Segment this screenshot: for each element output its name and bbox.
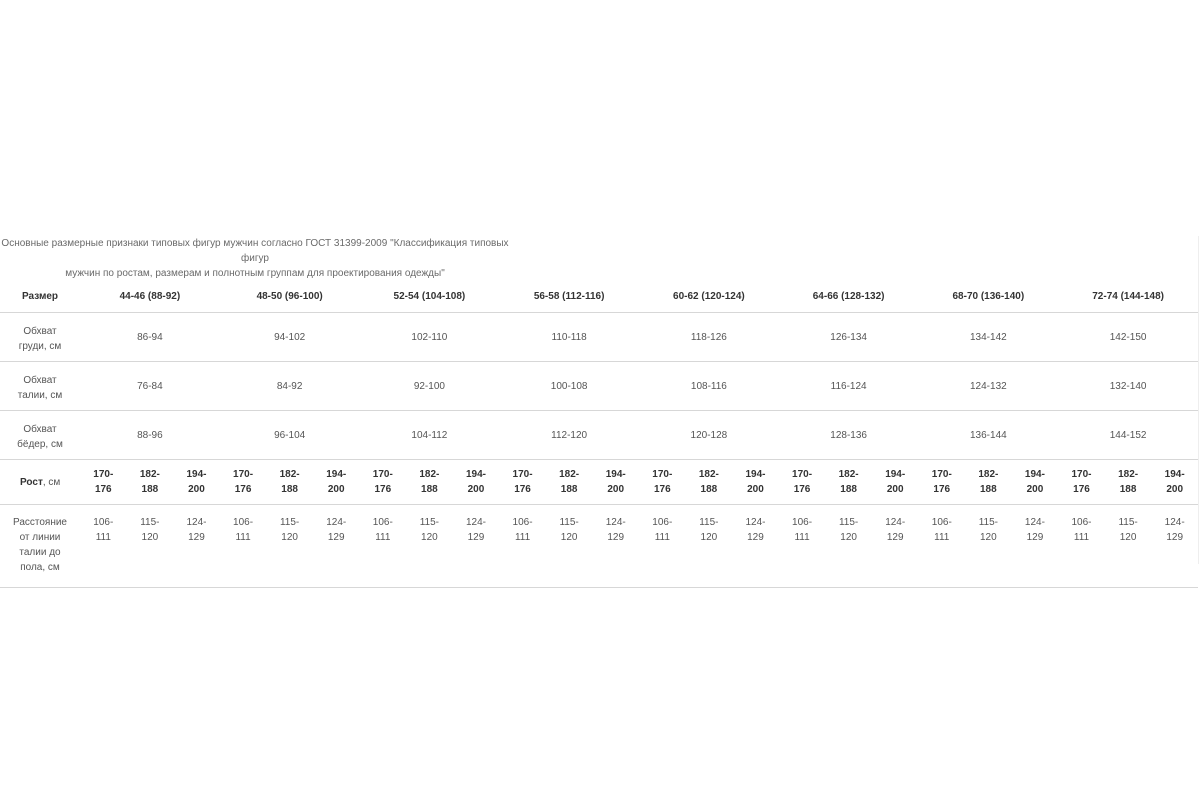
height-cell-top: 170-: [931, 469, 952, 480]
waist-to-floor-cell-bottom: 120: [421, 532, 438, 543]
table-cell: 136-144: [918, 411, 1058, 460]
row-label-line: Расстояние: [12, 517, 67, 528]
waist-to-floor-cell: [1012, 505, 1059, 588]
row-label-line: пола, см: [20, 562, 60, 573]
waist-to-floor-cell: [918, 505, 965, 588]
waist-to-floor-cell-top: 106-: [792, 517, 813, 528]
waist-to-floor-cell-bottom: 120: [141, 532, 159, 543]
height-cell-bottom: 176: [234, 484, 252, 495]
waist-to-floor-cell-top: 124-: [605, 517, 626, 528]
waist-to-floor-cell-top: 115-: [279, 517, 300, 528]
waist-to-floor-cell-bottom: 129: [747, 532, 764, 543]
waist-to-floor-cell: [360, 505, 407, 588]
table-cell: 120-128: [639, 411, 779, 460]
waist-to-floor-cell: [686, 505, 733, 588]
waist-to-floor-cell-bottom: 129: [607, 532, 625, 543]
waist-to-floor-cell-top: 115-: [838, 517, 859, 528]
table-cell: 100-108: [499, 362, 639, 411]
height-cell: [453, 460, 500, 505]
waist-to-floor-cell: [779, 505, 826, 588]
height-cell-top: 182-: [559, 469, 580, 480]
height-cell: [406, 460, 453, 505]
waist-to-floor-cell-top: 115-: [140, 517, 160, 528]
waist-to-floor-cell-top: 124-: [465, 517, 486, 528]
waist-to-floor-cell-top: 115-: [1118, 517, 1138, 528]
caption-line-2: мужчин по ростам, размерам и полнотным группам для проектирования одежды": [65, 268, 445, 279]
table-caption: [0, 236, 510, 281]
waist-to-floor-cell: [453, 505, 500, 588]
height-label-unit: , см: [42, 476, 61, 488]
waist-to-floor-cell: [80, 505, 127, 588]
waist-to-floor-cell-bottom: 111: [1073, 532, 1090, 543]
height-cell: [173, 460, 220, 505]
height-cell: [872, 460, 919, 505]
row-label: [0, 313, 80, 362]
row-label: [0, 411, 80, 460]
table-cell: 142-150: [1058, 313, 1198, 362]
waist-to-floor-cell-bottom: 111: [375, 532, 391, 543]
waist-to-floor-cell: [173, 505, 220, 588]
height-cell-bottom: 188: [141, 484, 159, 495]
table-cell: 104-112: [360, 411, 500, 460]
waist-to-floor-cell: [406, 505, 453, 588]
waist-to-floor-cell-bottom: 120: [560, 532, 578, 543]
table-cell: 128-136: [779, 411, 919, 460]
table-cell: 96-104: [220, 411, 360, 460]
table-cell: 126-134: [779, 313, 919, 362]
height-cell-top: 182-: [1118, 469, 1139, 480]
table-cell: 134-142: [918, 313, 1058, 362]
waist-to-floor-cell: [1105, 505, 1152, 588]
waist-to-floor-cell-top: 115-: [419, 517, 440, 528]
waist-to-floor-cell: [732, 505, 779, 588]
waist-to-floor-cell: [127, 505, 174, 588]
height-cell-top: 194-: [745, 469, 766, 480]
row-label-line: талии до: [19, 547, 61, 558]
waist-to-floor-cell: [546, 505, 593, 588]
height-cell-bottom: 188: [980, 484, 997, 495]
waist-to-floor-cell-bottom: 129: [467, 532, 485, 543]
table-cell: 76-84: [80, 362, 220, 411]
height-cell-top: 170-: [93, 469, 114, 480]
height-cell: [779, 460, 826, 505]
height-row: [0, 460, 1198, 505]
height-cell-top: 182-: [698, 469, 719, 480]
table-cell: 144-152: [1058, 411, 1198, 460]
height-cell-bottom: 200: [1166, 484, 1184, 495]
height-cell-bottom: 200: [747, 484, 764, 495]
height-cell-top: 170-: [233, 469, 254, 480]
height-cell-bottom: 188: [560, 484, 578, 495]
row-label: [0, 362, 80, 411]
height-cell-top: 182-: [139, 469, 160, 480]
row-label-line: бёдер, см: [17, 439, 63, 450]
height-cell: [732, 460, 779, 505]
height-cell: [918, 460, 965, 505]
height-cell-bottom: 188: [840, 484, 857, 495]
waist-to-floor-cell-top: 124-: [326, 517, 347, 528]
height-cell-top: 182-: [978, 469, 999, 480]
waist-to-floor-cell-top: 124-: [1024, 517, 1045, 528]
height-cell-top: 194-: [605, 469, 626, 480]
table-cell: 132-140: [1058, 362, 1198, 411]
waist-to-floor-cell-bottom: 129: [327, 532, 345, 543]
height-cell: [965, 460, 1012, 505]
waist-to-floor-cell: [499, 505, 546, 588]
height-cell-bottom: 188: [421, 484, 438, 495]
height-cell-top: 194-: [186, 469, 207, 480]
waist-to-floor-cell-top: 106-: [1071, 517, 1092, 528]
waist-to-floor-row: [0, 505, 1198, 588]
row-label-line: от линии: [19, 532, 61, 543]
height-cell: [313, 460, 360, 505]
waist-to-floor-cell: [825, 505, 872, 588]
size-chart-table: [0, 280, 1198, 588]
height-cell-bottom: 200: [327, 484, 345, 495]
height-cell-top: 182-: [419, 469, 440, 480]
height-cell: [360, 460, 407, 505]
waist-to-floor-cell-bottom: 111: [654, 532, 670, 543]
waist-to-floor-cell-bottom: 120: [840, 532, 857, 543]
size-header-label: Размер: [22, 290, 59, 302]
waist-to-floor-cell-top: 124-: [186, 517, 207, 528]
row-label-line: груди, см: [18, 341, 62, 352]
height-cell-bottom: 188: [1119, 484, 1137, 495]
height-cell-bottom: 176: [1073, 484, 1090, 495]
height-row-label: [0, 460, 80, 505]
waist-to-floor-cell-top: 106-: [931, 517, 952, 528]
waist-to-floor-cell: [872, 505, 919, 588]
height-cell-bottom: 176: [514, 484, 531, 495]
table-cell: 102-110: [360, 313, 500, 362]
waist-to-floor-cell-bottom: 120: [700, 532, 718, 543]
size-header-cell: 48-50 (96-100): [256, 290, 323, 302]
table-cell: 88-96: [80, 411, 220, 460]
table-right-border: [1198, 236, 1199, 564]
height-cell: [1012, 460, 1059, 505]
waist-to-floor-cell-top: 106-: [372, 517, 393, 528]
waist-to-floor-cell: [266, 505, 313, 588]
height-cell-bottom: 200: [467, 484, 485, 495]
height-cell: [825, 460, 872, 505]
height-cell: [80, 460, 127, 505]
waist-to-floor-cell-bottom: 111: [794, 532, 810, 543]
waist-to-floor-cell: [639, 505, 686, 588]
height-cell: [592, 460, 639, 505]
table-cell: 118-126: [639, 313, 779, 362]
waist-to-floor-cell-bottom: 111: [514, 532, 531, 543]
height-cell: [127, 460, 174, 505]
height-cell-top: 170-: [372, 469, 393, 480]
height-cell-bottom: 176: [94, 484, 112, 495]
waist-to-floor-cell: [592, 505, 639, 588]
size-header-cell: 64-66 (128-132): [812, 290, 885, 302]
height-cell-bottom: 176: [933, 484, 951, 495]
table-cell: 92-100: [360, 362, 500, 411]
table-cell: 86-94: [80, 313, 220, 362]
waist-to-floor-cell-bottom: 111: [95, 532, 111, 543]
waist-to-floor-cell-top: 124-: [1164, 517, 1185, 528]
height-cell: [546, 460, 593, 505]
size-header-cell: 44-46 (88-92): [119, 290, 181, 302]
row-label-line: Обхват: [23, 326, 57, 337]
waist-to-floor-cell: [1058, 505, 1105, 588]
height-cell-top: 170-: [792, 469, 813, 480]
height-cell-bottom: 200: [1026, 484, 1044, 495]
waist-to-floor-cell-top: 106-: [233, 517, 254, 528]
height-cell: [639, 460, 686, 505]
size-header-cell: 72-74 (144-148): [1092, 290, 1164, 302]
waist-to-floor-cell-top: 106-: [93, 517, 114, 528]
table-cell: 124-132: [918, 362, 1058, 411]
hips-row: [0, 411, 1198, 460]
waist-to-floor-cell-top: 115-: [978, 517, 998, 528]
table-cell: 84-92: [220, 362, 360, 411]
waist-to-floor-cell-bottom: 129: [886, 532, 904, 543]
caption-line-1: Основные размерные признаки типовых фигур мужчин согласно ГОСТ 31399-2009 "Классификация типовых фигур: [1, 238, 509, 264]
height-cell: [499, 460, 546, 505]
height-cell-bottom: 200: [886, 484, 904, 495]
waist-to-floor-cell-bottom: 129: [188, 532, 205, 543]
size-header-cell: 52-54 (104-108): [393, 290, 466, 302]
waist-to-floor-cell-top: 124-: [745, 517, 766, 528]
height-cell: [266, 460, 313, 505]
waist-to-floor-cell-bottom: 129: [1026, 532, 1044, 543]
height-cell-bottom: 200: [607, 484, 625, 495]
height-cell-top: 182-: [279, 469, 300, 480]
height-cell-top: 170-: [512, 469, 533, 480]
height-cell: [220, 460, 267, 505]
height-cell: [1058, 460, 1105, 505]
height-cell: [686, 460, 733, 505]
waist-to-floor-label: [0, 505, 80, 588]
table-cell: 94-102: [220, 313, 360, 362]
waist-to-floor-cell-top: 124-: [885, 517, 906, 528]
waist-row: [0, 362, 1198, 411]
height-cell-bottom: 176: [653, 484, 671, 495]
height-cell-bottom: 176: [793, 484, 811, 495]
size-header-row: [0, 280, 1198, 313]
waist-to-floor-cell: [220, 505, 267, 588]
row-label-line: Обхват: [23, 375, 57, 386]
waist-to-floor-cell-bottom: 111: [934, 532, 950, 543]
height-cell-bottom: 188: [700, 484, 718, 495]
row-label-line: Обхват: [23, 424, 57, 435]
waist-to-floor-cell-top: 115-: [559, 517, 579, 528]
height-label-text: Рост: [20, 476, 43, 488]
waist-to-floor-cell-top: 106-: [512, 517, 533, 528]
waist-to-floor-cell-top: 115-: [699, 517, 719, 528]
waist-to-floor-cell-top: 106-: [652, 517, 673, 528]
waist-to-floor-cell: [1151, 505, 1198, 588]
waist-to-floor-cell: [965, 505, 1012, 588]
table-cell: 116-124: [779, 362, 919, 411]
height-cell-top: 194-: [885, 469, 906, 480]
height-cell-top: 194-: [1164, 469, 1185, 480]
height-cell-top: 170-: [652, 469, 673, 480]
height-cell-top: 182-: [838, 469, 859, 480]
table-cell: 112-120: [499, 411, 639, 460]
height-cell-top: 194-: [1024, 469, 1045, 480]
chest-row: [0, 313, 1198, 362]
height-cell-bottom: 200: [188, 484, 205, 495]
height-cell-top: 194-: [465, 469, 486, 480]
waist-to-floor-cell-bottom: 120: [1119, 532, 1137, 543]
waist-to-floor-cell-bottom: 120: [281, 532, 298, 543]
height-cell-top: 194-: [326, 469, 347, 480]
table-cell: 110-118: [499, 313, 639, 362]
height-cell-bottom: 176: [374, 484, 392, 495]
size-header-cell: 68-70 (136-140): [952, 290, 1025, 302]
size-header-cell: 60-62 (120-124): [673, 290, 745, 302]
row-label-line: талии, см: [17, 390, 63, 401]
waist-to-floor-cell-bottom: 120: [980, 532, 997, 543]
size-header-cell: 56-58 (112-116): [533, 290, 605, 302]
height-cell: [1151, 460, 1198, 505]
waist-to-floor-cell: [313, 505, 360, 588]
waist-to-floor-cell-bottom: 111: [235, 532, 251, 543]
waist-to-floor-cell-bottom: 129: [1166, 532, 1184, 543]
height-cell-top: 170-: [1071, 469, 1092, 480]
table-cell: 108-116: [639, 362, 779, 411]
height-cell: [1105, 460, 1152, 505]
height-cell-bottom: 188: [281, 484, 298, 495]
